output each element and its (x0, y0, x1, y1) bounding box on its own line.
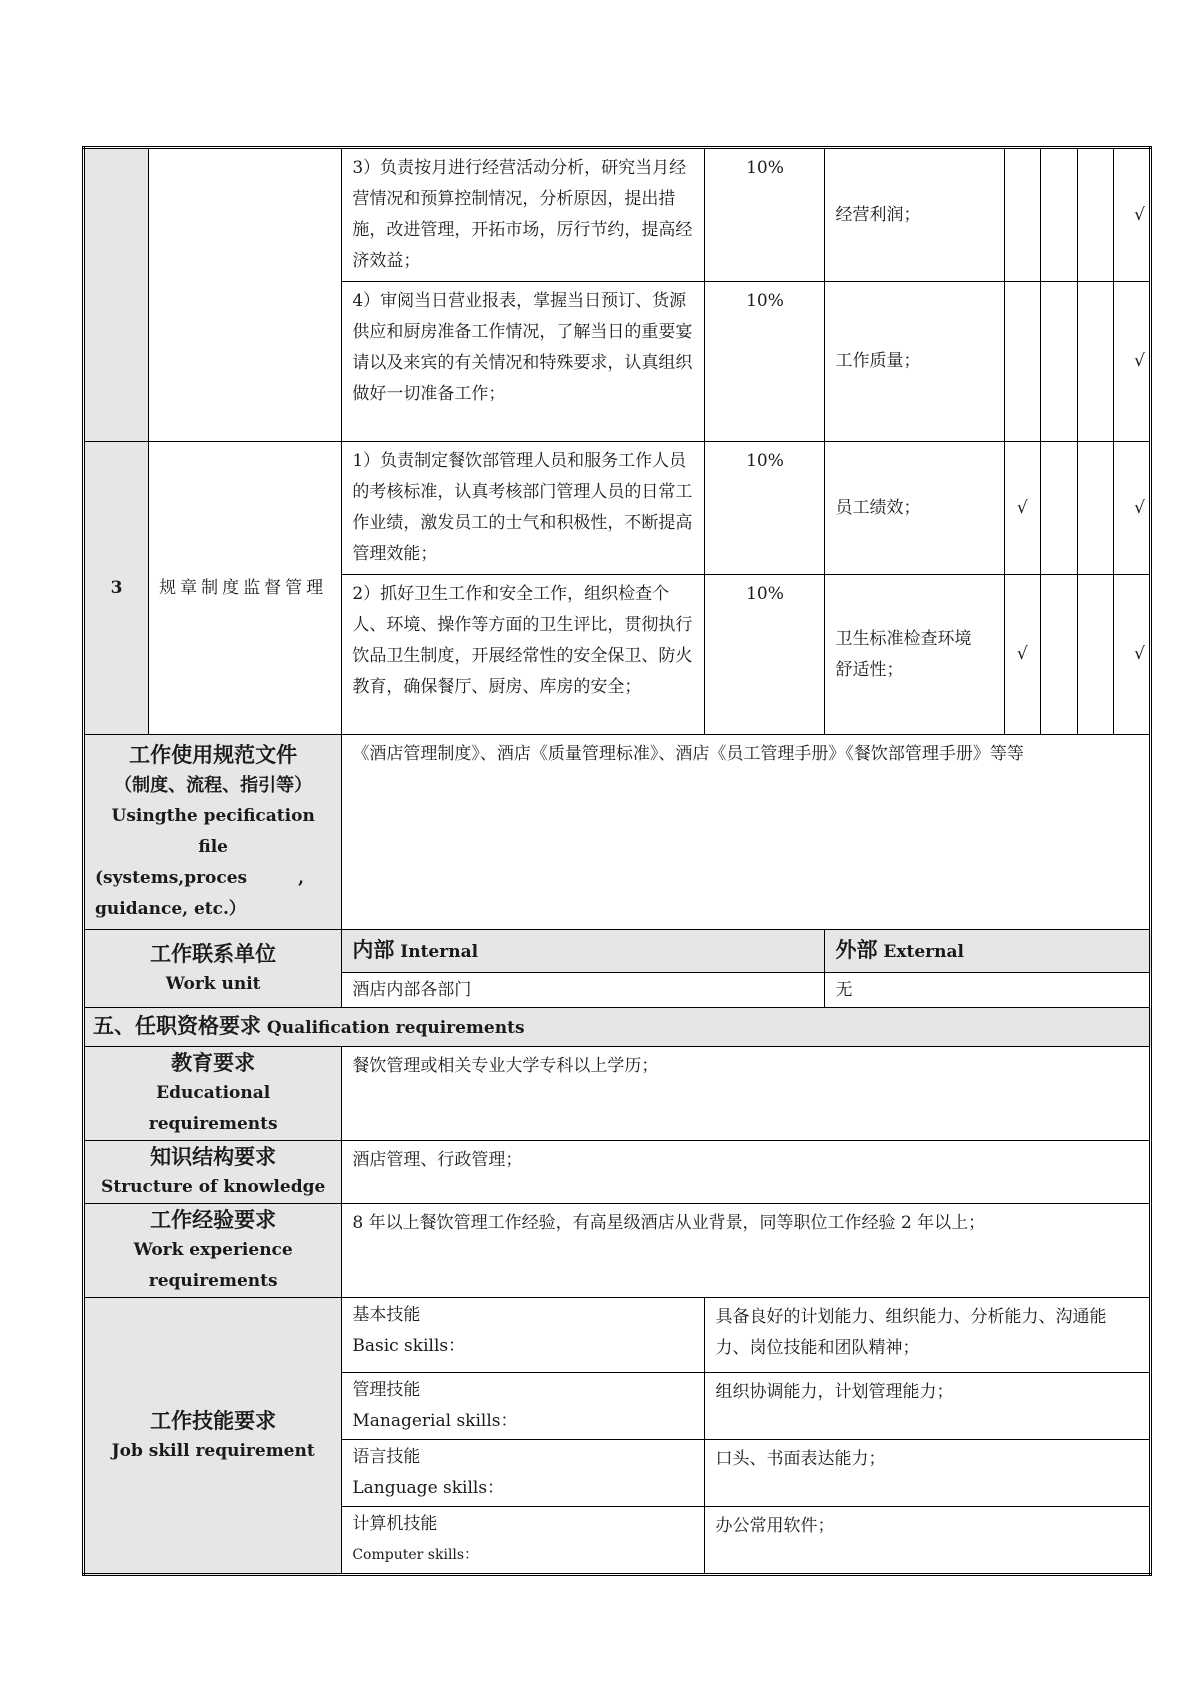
duty-weight: 10% (705, 148, 825, 282)
section-title-cn: 五、任职资格要求 (93, 1013, 261, 1038)
check-cell (1041, 148, 1078, 282)
skill-row (84, 1298, 1151, 1373)
check-cell (1004, 148, 1041, 282)
group-number-cell (84, 148, 149, 442)
knowledge-label-cn: 知识结构要求 (150, 1144, 277, 1169)
external-value: 无 (825, 973, 1151, 1008)
education-label-cn: 教育要求 (171, 1050, 256, 1075)
external-header (825, 930, 1151, 973)
duty-text: 3）负责按月进行经营活动分析，研究当月经营情况和预算控制情况，分析原因，提出措施，改进管理，开拓市场，厉行节约，提高经济效益； (342, 148, 705, 282)
check-cell (1041, 575, 1078, 735)
education-label (84, 1047, 342, 1141)
education-label-en: Educational requirements (148, 1083, 278, 1134)
skills-label-en: Job skill requirement (111, 1440, 315, 1461)
skill-value: 办公常用软件； (705, 1507, 1151, 1575)
section-title-en: Qualification requirements (266, 1018, 525, 1038)
skill-name-en: Computer skills： (352, 1547, 479, 1563)
knowledge-label (84, 1141, 342, 1204)
experience-row (84, 1204, 1151, 1298)
skill-name (342, 1440, 705, 1507)
check-mark: √ (1114, 148, 1151, 282)
skills-label (84, 1298, 342, 1575)
group-category-cell (149, 148, 342, 442)
knowledge-value: 酒店管理、行政管理； (342, 1141, 1151, 1204)
duty-weight: 10% (705, 282, 825, 442)
check-mark: √ (1114, 575, 1151, 735)
check-mark: √ (1004, 442, 1041, 575)
spec-files-label (84, 735, 342, 930)
experience-label-en1: Work experience (133, 1240, 293, 1260)
duty-indicator: 经营利润； (825, 148, 1004, 282)
skill-value: 组织协调能力，计划管理能力； (705, 1373, 1151, 1440)
skill-name (342, 1373, 705, 1440)
work-unit-label-cn: 工作联系单位 (150, 940, 277, 966)
check-cell (1077, 148, 1114, 282)
job-description-page (82, 146, 1152, 1576)
duty-weight: 10% (705, 442, 825, 575)
work-unit-label (84, 930, 342, 1008)
skill-value: 口头、书面表达能力； (705, 1440, 1151, 1507)
work-unit-header-row (84, 930, 1151, 973)
spec-files-label-cn: 工作使用规范文件 (129, 742, 298, 767)
knowledge-label-en: Structure of knowledge (101, 1177, 326, 1197)
qualification-section-row (84, 1008, 1151, 1047)
check-cell (1077, 575, 1114, 735)
experience-label-en2: requirements (148, 1271, 278, 1291)
duty-text: 1）负责制定餐饮部管理人员和服务工作人员的考核标准，认真考核部门管理人员的日常工作业绩，激发员工的士气和积极性，不断提高管理效能； (342, 442, 705, 575)
skills-label-cn: 工作技能要求 (150, 1407, 277, 1433)
work-unit-label-en: Work unit (165, 973, 261, 994)
duty-text: 4）审阅当日营业报表，掌握当日预订、货源供应和厨房准备工作情况，了解当日的重要宴请以及来宾的有关情况和特殊要求，认真组织做好一切准备工作； (342, 282, 705, 442)
external-header-en: External (883, 942, 964, 962)
skill-name-cn: 语言技能 (352, 1447, 421, 1467)
duty-indicator: 工作质量； (825, 282, 1004, 442)
internal-value: 酒店内部各部门 (342, 973, 825, 1008)
spec-files-label-en3: guidance, etc.） (95, 899, 246, 919)
group-category: 规章制度监督管理 (149, 442, 342, 735)
check-mark: √ (1114, 442, 1151, 575)
check-cell (1041, 282, 1078, 442)
check-mark: √ (1004, 575, 1041, 735)
spec-files-label-cn2: （制度、流程、指引等） (114, 775, 313, 796)
skill-name-cn: 基本技能 (352, 1305, 421, 1325)
check-mark: √ (1114, 282, 1151, 442)
check-cell (1077, 282, 1114, 442)
duty-indicator: 员工绩效； (825, 442, 1004, 575)
external-header-cn: 外部 (835, 937, 878, 962)
experience-value: 8 年以上餐饮管理工作经验，有高星级酒店从业背景，同等职位工作经验 2 年以上； (342, 1204, 1151, 1298)
knowledge-row (84, 1141, 1151, 1204)
internal-header (342, 930, 825, 973)
experience-label-cn: 工作经验要求 (150, 1207, 277, 1232)
spec-files-row (84, 735, 1151, 930)
spec-files-value: 《酒店管理制度》、酒店《质量管理标准》、酒店《员工管理手册》《餐饮部管理手册》等等 (342, 735, 1151, 930)
job-description-table (82, 146, 1152, 1576)
skill-name (342, 1298, 705, 1373)
duty-row (84, 442, 1151, 575)
skill-name (342, 1507, 705, 1575)
duty-weight: 10% (705, 575, 825, 735)
skill-name-en: Basic skills： (352, 1336, 466, 1356)
spec-files-label-en1: Usingthe pecification file (111, 806, 315, 857)
duty-text: 2）抓好卫生工作和安全工作，组织检查个人、环境、操作等方面的卫生评比，贯彻执行饮品卫生制度，开展经常性的安全保卫、防火教育，确保餐厅、厨房、库房的安全； (342, 575, 705, 735)
education-value: 餐饮管理或相关专业大学专科以上学历； (342, 1047, 1151, 1141)
qualification-section-title (84, 1008, 1151, 1047)
group-number: 3 (84, 442, 149, 735)
skill-name-en: Managerial skills： (352, 1411, 518, 1431)
skill-name-en: Language skills： (352, 1478, 505, 1498)
check-cell (1041, 442, 1078, 575)
education-row (84, 1047, 1151, 1141)
internal-header-en: Internal (400, 942, 479, 962)
skill-name-cn: 计算机技能 (352, 1514, 438, 1534)
duty-row (84, 148, 1151, 282)
skill-value: 具备良好的计划能力、组织能力、分析能力、沟通能力、岗位技能和团队精神； (705, 1298, 1151, 1373)
duty-indicator: 卫生标准检查环境 舒适性； (825, 575, 1004, 735)
skill-name-cn: 管理技能 (352, 1380, 421, 1400)
internal-header-cn: 内部 (352, 937, 395, 962)
check-cell (1004, 282, 1041, 442)
check-cell (1077, 442, 1114, 575)
spec-files-label-en2: (systems,proces , (95, 868, 305, 888)
experience-label (84, 1204, 342, 1298)
